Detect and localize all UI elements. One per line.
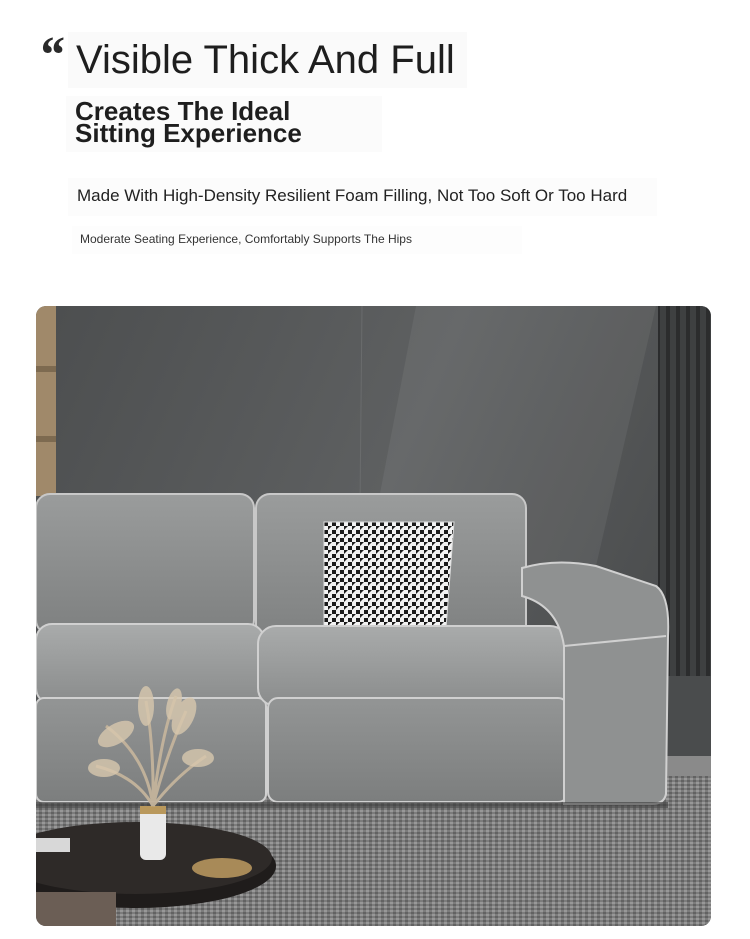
- subtitle-line-1: Creates The Ideal: [75, 96, 291, 126]
- subtitle-line-2: Sitting Experience: [75, 118, 302, 148]
- page-subtitle: [66, 96, 382, 152]
- quote-mark-icon: “: [38, 27, 64, 84]
- note-text: Moderate Seating Experience, Comfortably Supports The Hips: [72, 226, 522, 254]
- page-title: Visible Thick And Full: [68, 32, 467, 88]
- sofa-photo: [36, 306, 711, 926]
- description-text: Made With High-Density Resilient Foam Filling, Not Too Soft Or Too Hard: [68, 178, 657, 216]
